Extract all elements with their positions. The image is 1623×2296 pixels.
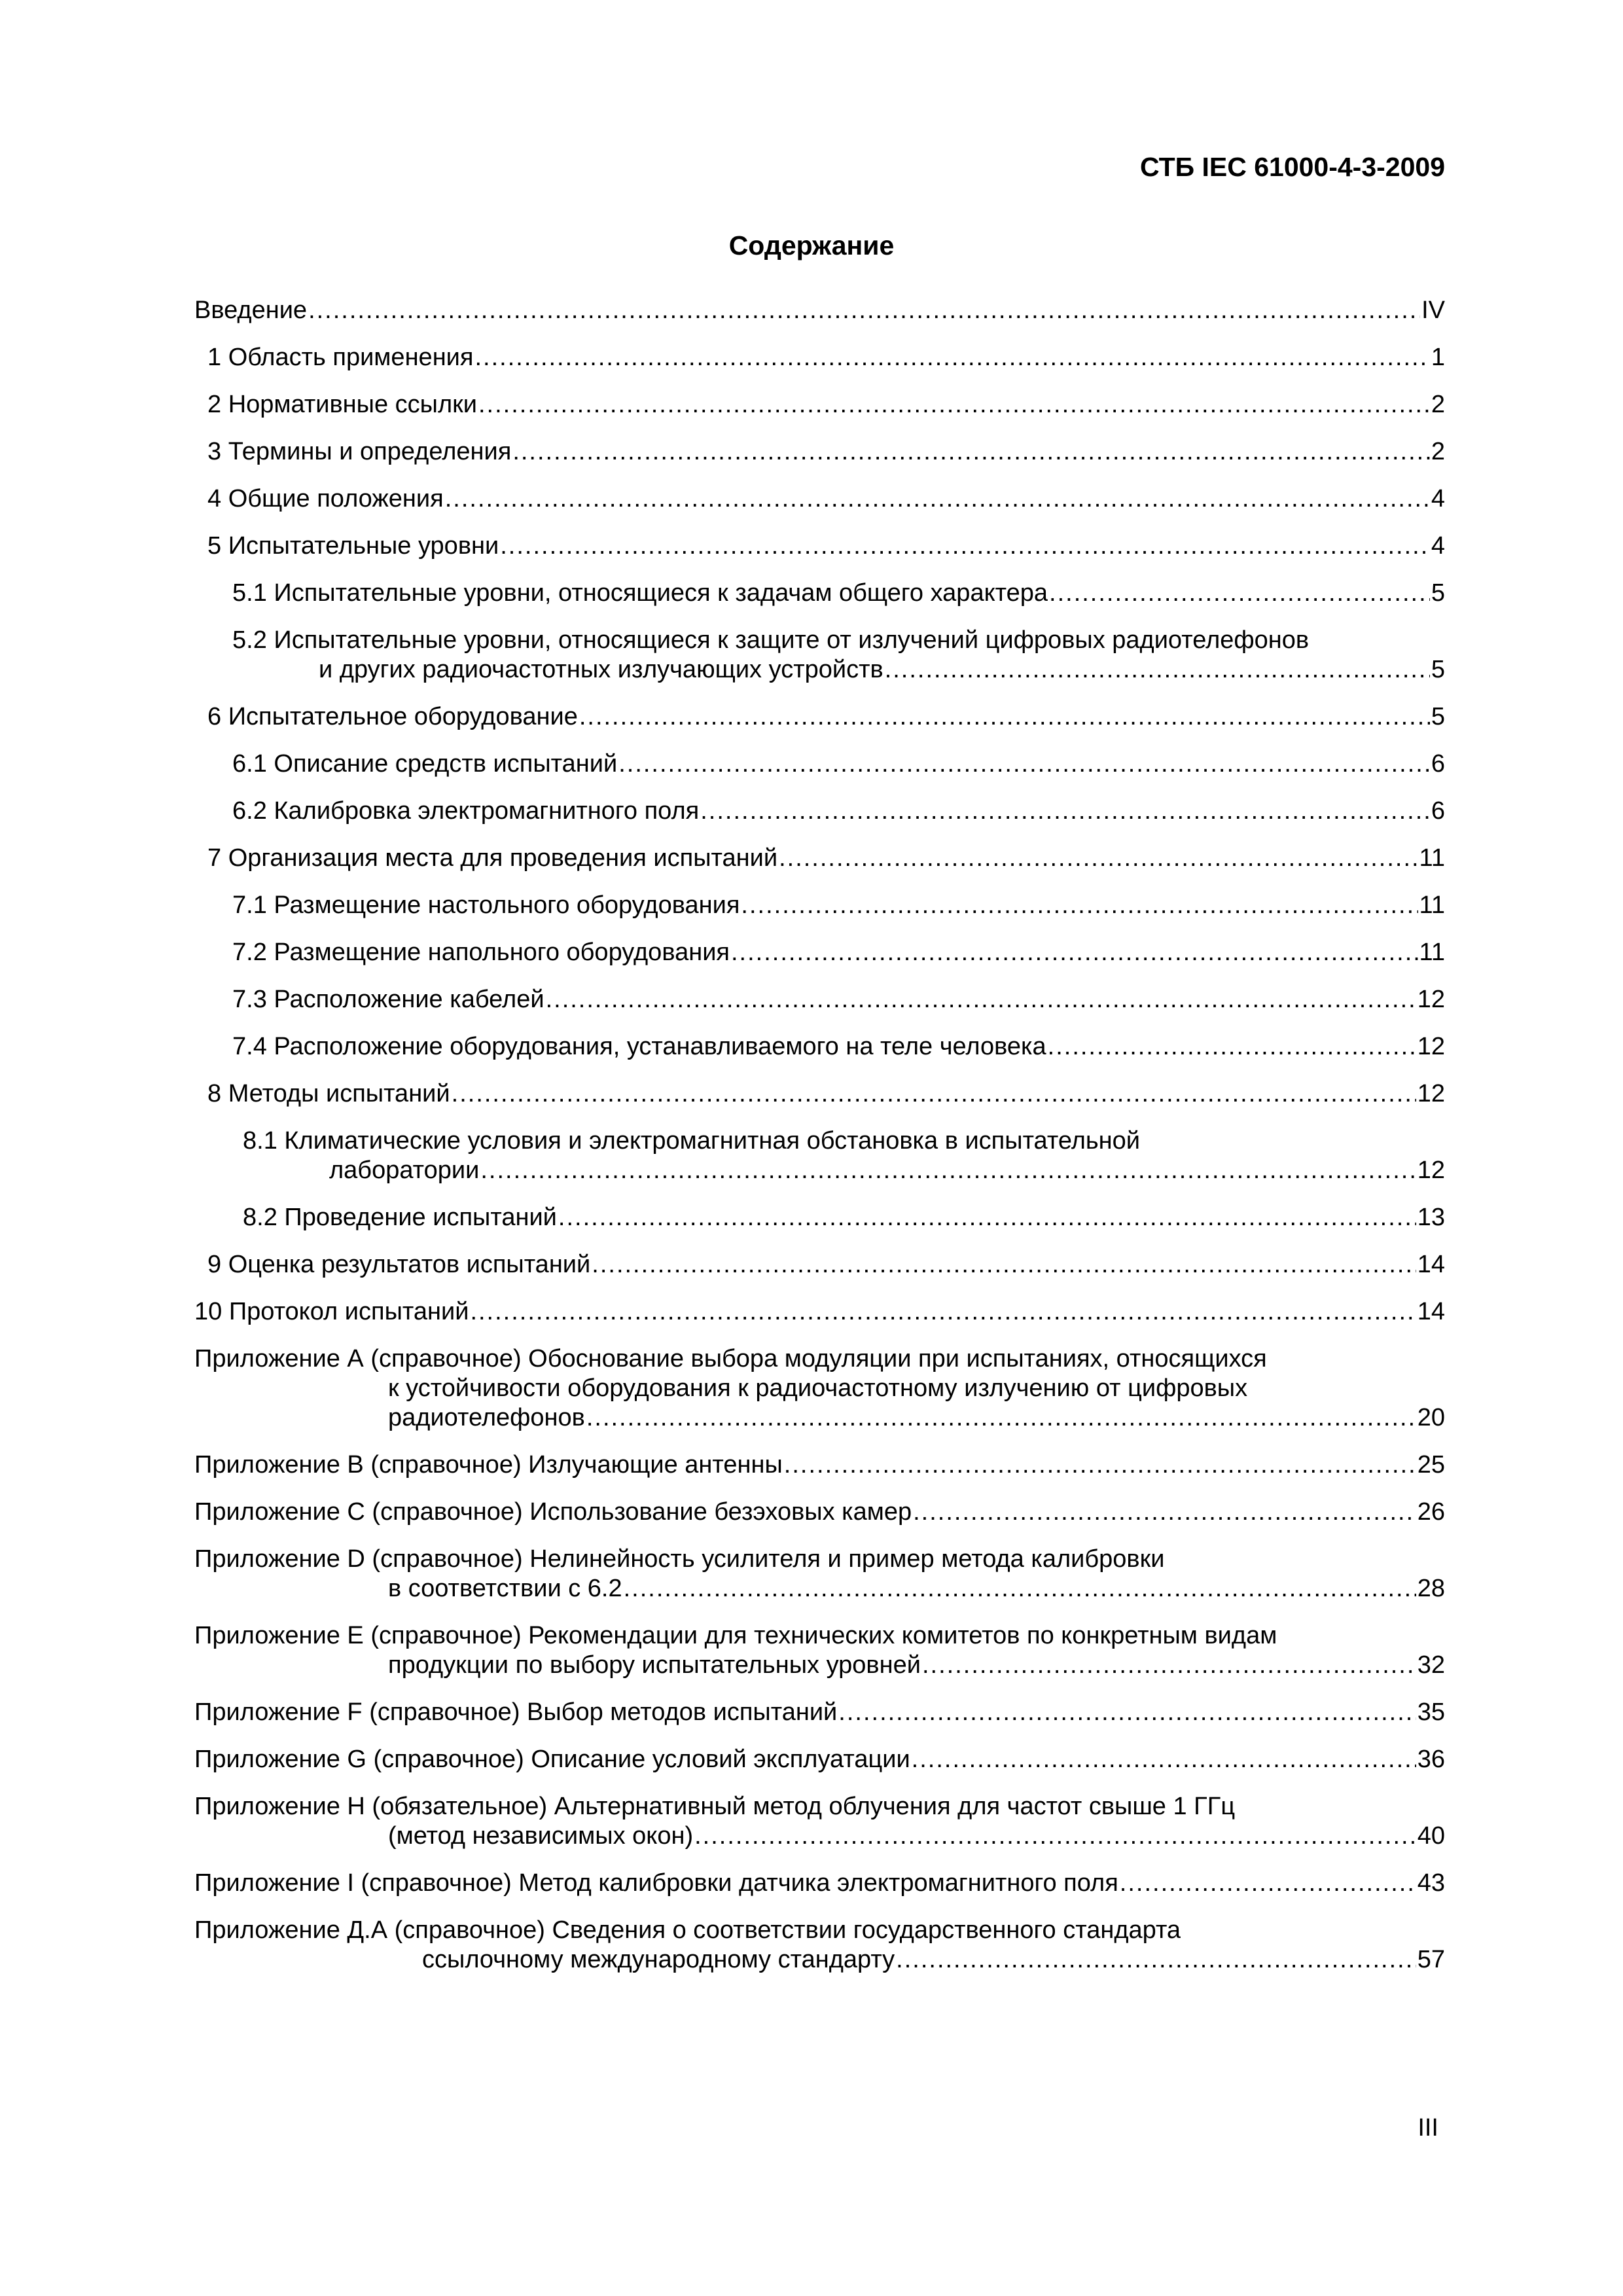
dot-leader	[1120, 1869, 1416, 1898]
toc-entry-page: 11	[1419, 844, 1445, 872]
dot-leader	[478, 390, 1430, 420]
toc-entry-title-line: лаборатории	[329, 1157, 480, 1184]
dot-leader	[896, 1945, 1416, 1975]
toc-entry-title: 6.2 Калибровка электромагнитного поля	[232, 797, 700, 825]
toc-entry-page: IV	[1421, 296, 1445, 324]
toc-entry-page: 1	[1431, 344, 1445, 371]
toc-entry-page: 2	[1431, 391, 1445, 418]
dot-leader	[784, 1450, 1416, 1480]
dot-leader	[512, 437, 1430, 467]
toc-entry-appendix-h[interactable]	[194, 1792, 1445, 1851]
dot-leader	[741, 891, 1418, 920]
toc-entry-5-1[interactable]	[194, 579, 1445, 608]
toc-entry-title: 9 Оценка результатов испытаний	[207, 1251, 591, 1278]
toc-entry-6[interactable]	[194, 702, 1445, 732]
dot-leader	[838, 1698, 1416, 1727]
toc-entry-3[interactable]	[194, 437, 1445, 467]
toc-entry-title: Приложение I (справочное) Метод калибровки датчика электромагнитного поля	[194, 1869, 1118, 1897]
toc-entry-8-1[interactable]	[194, 1126, 1445, 1185]
toc-entry-page: 14	[1417, 1298, 1445, 1325]
toc-entry-6-1[interactable]	[194, 749, 1445, 779]
toc-entry-title-line: к устойчивости оборудования к радиочастотному излучению от цифровых	[388, 1374, 1248, 1402]
toc-entry-title-line: Приложение D (справочное) Нелинейность усилителя и пример метода калибровки	[194, 1545, 1165, 1573]
toc-entry-title-line: и других радиочастотных излучающих устройств	[319, 656, 883, 683]
toc-entry-appendix-e[interactable]	[194, 1621, 1445, 1680]
toc-entry-8-2[interactable]	[194, 1203, 1445, 1232]
toc-entry-7-4[interactable]	[194, 1032, 1445, 1062]
dot-leader	[480, 1156, 1416, 1185]
dot-leader	[500, 531, 1430, 561]
toc-entry-title-line: (метод независимых окон)	[388, 1822, 694, 1850]
page-number: III	[1418, 2114, 1438, 2142]
toc-entry-title: 2 Нормативные ссылки	[207, 391, 477, 418]
toc-entry-6-2[interactable]	[194, 797, 1445, 826]
toc-entry-page: 32	[1417, 1651, 1445, 1679]
dot-leader	[558, 1203, 1416, 1232]
toc-entry-page: 12	[1417, 986, 1445, 1013]
toc-entry-page: 13	[1417, 1204, 1445, 1231]
toc-entry-appendix-f[interactable]	[194, 1698, 1445, 1727]
toc-entry-title: Введение	[194, 296, 308, 324]
toc-entry-5-2[interactable]	[194, 626, 1445, 685]
toc-entry-page: 12	[1417, 1080, 1445, 1107]
toc-entry-page: 5	[1431, 656, 1445, 683]
toc-entry-page: 35	[1417, 1698, 1445, 1726]
toc-entry-title-line: в соответствии с 6.2	[388, 1575, 622, 1602]
toc-entry-appendix-d[interactable]	[194, 1545, 1445, 1604]
toc-entry-title: 7.1 Размещение настольного оборудования	[232, 891, 740, 919]
toc-entry-2[interactable]	[194, 390, 1445, 420]
toc-entry-title-line: Приложение E (справочное) Рекомендации для технических комитетов по конкретным видам	[194, 1622, 1277, 1649]
dot-leader	[885, 655, 1430, 685]
dot-leader	[912, 1745, 1416, 1774]
dot-leader	[308, 296, 1420, 325]
toc-entry-page: 5	[1431, 703, 1445, 730]
dot-leader	[1048, 1032, 1416, 1062]
toc-entry-4[interactable]	[194, 484, 1445, 514]
toc-entry-title: 6 Испытательное оборудование	[207, 703, 578, 730]
dot-leader	[779, 844, 1418, 873]
toc-entry-title: 10 Протокол испытаний	[194, 1298, 469, 1325]
toc-entry-page: 12	[1417, 1157, 1445, 1184]
dot-leader	[470, 1297, 1416, 1327]
toc-entry-page: 36	[1417, 1746, 1445, 1773]
document-code: СТБ IEC 61000-4-3-2009	[1139, 152, 1445, 182]
toc-entry-title-line: Приложение Д.А (справочное) Сведения о соответствии государственного стандарта	[194, 1916, 1181, 1944]
toc-entry-title: 7 Организация места для проведения испытаний	[207, 844, 778, 872]
dot-leader	[731, 938, 1418, 967]
dot-leader	[445, 484, 1430, 514]
toc-entry-5[interactable]	[194, 531, 1445, 561]
toc-entry-page: 4	[1431, 532, 1445, 560]
toc-entry-title: 8.2 Проведение испытаний	[243, 1204, 557, 1231]
toc-entry-page: 57	[1417, 1946, 1445, 1973]
toc-title: Содержание	[728, 230, 895, 260]
toc-entry-page: 4	[1431, 485, 1445, 512]
toc-entry-appendix-g[interactable]	[194, 1745, 1445, 1774]
toc-entry-page: 5	[1431, 579, 1445, 607]
toc-entry-7-2[interactable]	[194, 938, 1445, 967]
dot-leader	[913, 1498, 1416, 1527]
toc-entry-appendix-i[interactable]	[194, 1869, 1445, 1898]
toc-entry-appendix-a[interactable]	[194, 1344, 1445, 1433]
toc-entry-page: 25	[1417, 1451, 1445, 1479]
toc-entry-title-line: 8.1 Климатические условия и электромагнитная обстановка в испытательной	[243, 1127, 1141, 1155]
toc-entry-title: 5 Испытательные уровни	[207, 532, 499, 560]
toc-entry-7-3[interactable]	[194, 985, 1445, 1014]
toc-entry-appendix-da[interactable]	[194, 1916, 1445, 1975]
dot-leader	[474, 343, 1429, 372]
dot-leader	[624, 1574, 1416, 1604]
table-of-contents	[194, 296, 1445, 1992]
toc-entry-page: 6	[1431, 797, 1445, 825]
toc-entry-page: 40	[1417, 1822, 1445, 1850]
toc-entry-page: 6	[1431, 750, 1445, 778]
toc-entry-title-line: продукции по выбору испытательных уровней	[388, 1651, 921, 1679]
toc-entry-title-line: радиотелефонов	[388, 1404, 585, 1431]
toc-entry-title: Приложение С (справочное) Использование безэховых камер	[194, 1498, 912, 1526]
toc-entry-appendix-b[interactable]	[194, 1450, 1445, 1480]
toc-entry-title: Приложение F (справочное) Выбор методов испытаний	[194, 1698, 838, 1726]
toc-entry-title: 3 Термины и определения	[207, 438, 512, 465]
toc-entry-1[interactable]	[194, 343, 1445, 372]
dot-leader	[1049, 579, 1430, 608]
toc-entry-title-line: Приложение А (справочное) Обоснование выбора модуляции при испытаниях, относящихся	[194, 1345, 1267, 1372]
toc-entry-7[interactable]	[194, 844, 1445, 873]
toc-entry-title: 8 Методы испытаний	[207, 1080, 450, 1107]
toc-entry-page: 26	[1417, 1498, 1445, 1526]
toc-entry-title: Приложение В (справочное) Излучающие антенны	[194, 1451, 783, 1479]
dot-leader	[592, 1250, 1416, 1280]
toc-entry-page: 12	[1417, 1033, 1445, 1060]
toc-entry-7-1[interactable]	[194, 891, 1445, 920]
dot-leader	[579, 702, 1430, 732]
dot-leader	[586, 1403, 1416, 1433]
toc-entry-page: 2	[1431, 438, 1445, 465]
dot-leader	[700, 797, 1430, 826]
toc-entry-title: 7.4 Расположение оборудования, устанавливаемого на теле человека	[232, 1033, 1046, 1060]
toc-entry-title: 6.1 Описание средств испытаний	[232, 750, 618, 778]
toc-entry-title: 7.2 Размещение напольного оборудования	[232, 939, 730, 966]
toc-entry-8[interactable]	[194, 1079, 1445, 1109]
toc-entry-page: 11	[1419, 939, 1445, 966]
toc-entry-title-line: Приложение H (обязательное) Альтернативный метод облучения для частот свыше 1 ГГц	[194, 1793, 1236, 1820]
toc-entry-10[interactable]	[194, 1297, 1445, 1327]
toc-entry-page: 14	[1417, 1251, 1445, 1278]
dot-leader	[694, 1821, 1416, 1851]
toc-entry-page: 43	[1417, 1869, 1445, 1897]
dot-leader	[546, 985, 1416, 1014]
toc-entry-page: 28	[1417, 1575, 1445, 1602]
toc-entry-9[interactable]	[194, 1250, 1445, 1280]
toc-entry-page: 11	[1419, 891, 1445, 919]
dot-leader	[618, 749, 1430, 779]
toc-entry-introduction[interactable]	[194, 296, 1445, 325]
toc-entry-appendix-c[interactable]	[194, 1498, 1445, 1527]
dot-leader	[452, 1079, 1416, 1109]
toc-entry-page: 20	[1417, 1404, 1445, 1431]
toc-entry-title-line: ссылочному международному стандарту	[422, 1946, 895, 1973]
toc-entry-title: 1 Область применения	[207, 344, 474, 371]
toc-entry-title: 5.1 Испытательные уровни, относящиеся к задачам общего характера	[232, 579, 1048, 607]
toc-entry-title: 4 Общие положения	[207, 485, 444, 512]
toc-entry-title-line: 5.2 Испытательные уровни, относящиеся к защите от излучений цифровых радиотелефонов	[232, 626, 1310, 654]
toc-entry-title: Приложение G (справочное) Описание условий эксплуатации	[194, 1746, 910, 1773]
dot-leader	[922, 1651, 1416, 1680]
toc-entry-title: 7.3 Расположение кабелей	[232, 986, 544, 1013]
